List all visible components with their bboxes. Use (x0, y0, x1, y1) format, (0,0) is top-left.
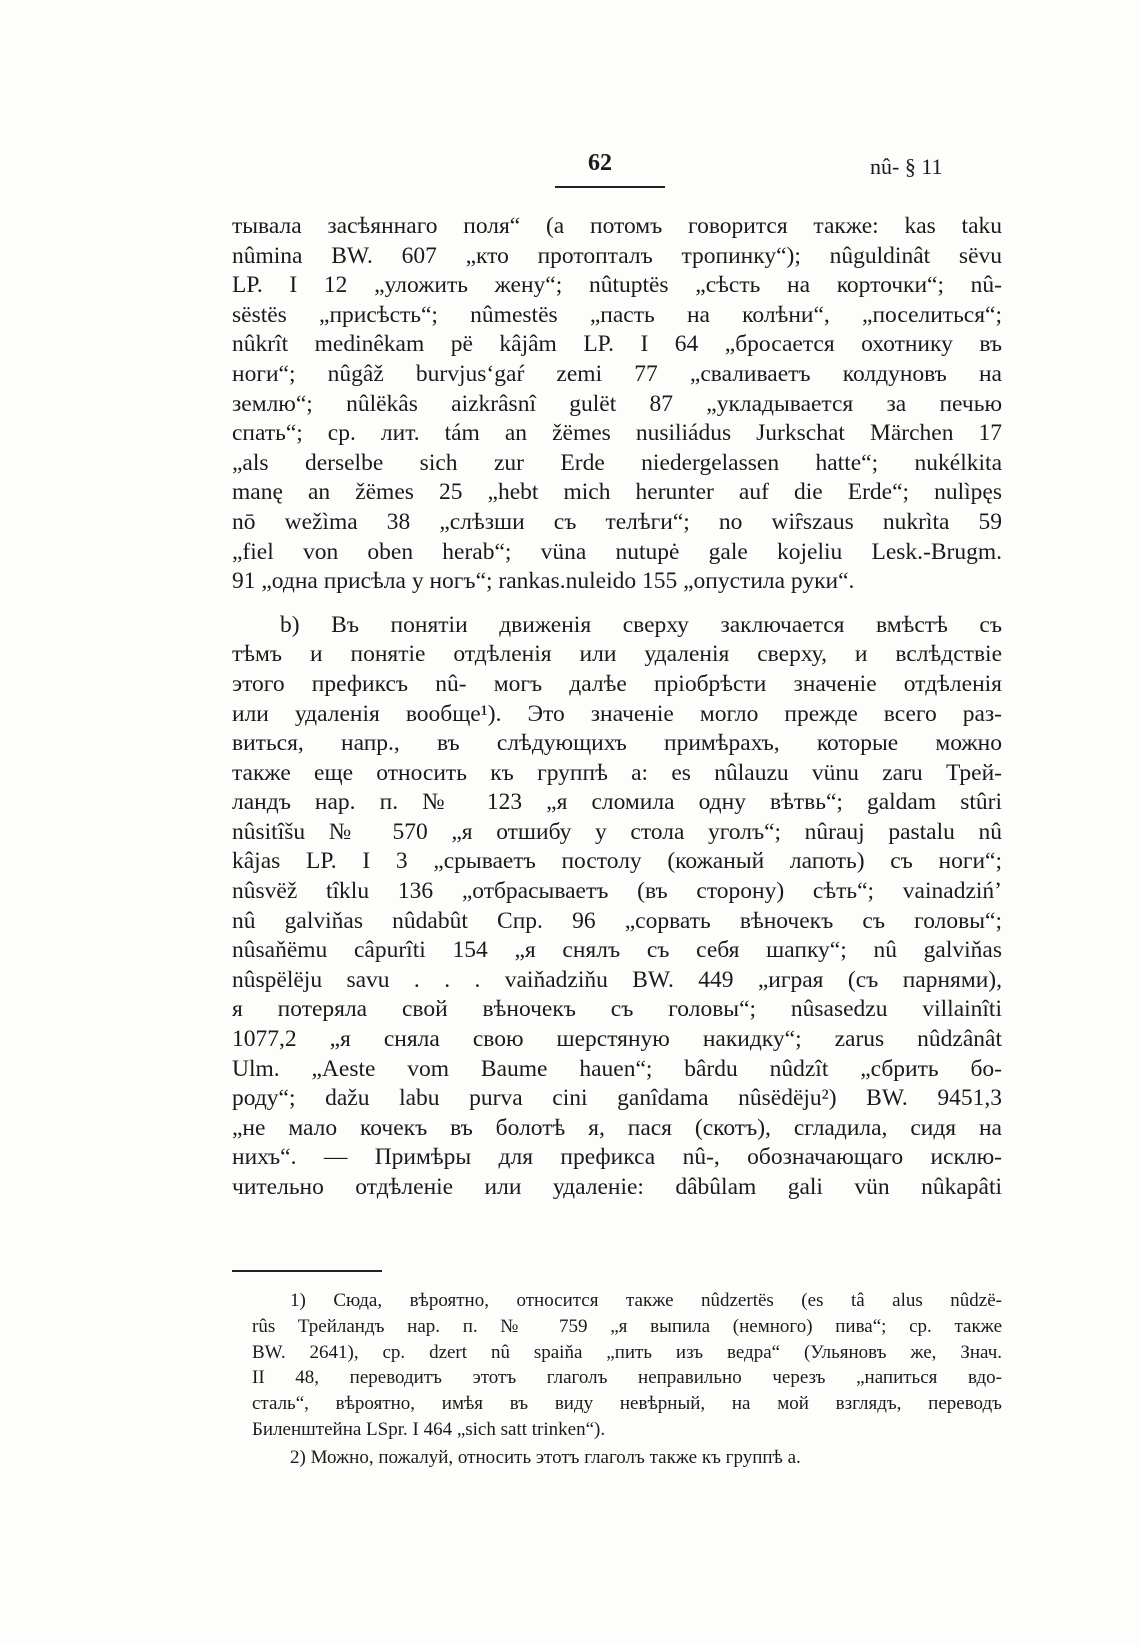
text-line: чительно отдѣленіе или удаленіе: dâbûlam gali vün nûkapâti (232, 1174, 1002, 1200)
text-line: kâjas LP. I 3 „срываетъ постолу (кожаный лапоть) съ ноги“; (232, 848, 1002, 875)
running-head: nû- § 11 (870, 154, 943, 179)
page-number-rule (555, 186, 665, 188)
text-line: тывала засѣяннаго поля“ (а потомъ говорится также: kas taku (232, 213, 1002, 239)
text-line: или удаленія вообще¹). Это значеніе могло прежде всего раз- (232, 700, 1002, 727)
footnote-rule (232, 1270, 382, 1272)
text-line: 91 „одна присѣла у ногъ“; rankas.nuleido 155 „опустила руки“. (232, 568, 855, 595)
text-line: nûkrît medinêkam pë kâjâm LP. I 64 „бросается охотнику въ (232, 331, 1002, 358)
text-line: Ulm. „Aeste vom Baume hauen“; bârdu nûdzît „сбрить бо- (232, 1055, 1002, 1082)
paragraph-2 (232, 611, 1002, 1203)
text-line: землю“; nûlëkâs aizkrâsnî gulët 87 „укладывается за печью (232, 390, 1002, 417)
text-line: nûmina BW. 607 „кто протопталъ тропинку“); nûguldinât sëvu (232, 242, 1002, 269)
footnote-line: II 48, переводитъ этотъ глаголъ неправильно черезъ „напиться вдо- (252, 1367, 1002, 1389)
footnote-line: Биленштейна LSpr. I 464 „sich satt trinken“). (252, 1418, 606, 1440)
text-line: 1077,2 „я сняла свою шерстяную накидку“; zarus nûdzânât (232, 1026, 1002, 1053)
footnote-line: rûs Трейландъ нар. п. № 759 „я выпила (немного) пива“; ср. также (252, 1315, 1002, 1337)
text-line: b) Въ понятіи движенія сверху заключается вмѣстѣ съ (280, 611, 1002, 638)
footnote-line: BW. 2641), ср. dzert nû spaiňa „пить изъ ведра“ (Ульяновъ же, Знач. (252, 1341, 1002, 1363)
text-line: этого префиксъ nû- могъ далѣе пріобрѣсти значеніе отдѣленія (232, 670, 1002, 697)
text-line: ландъ нар. п. № 123 „я сломила одну вѣтвь“; galdam stûri (232, 789, 1002, 816)
text-line: nō wežìma 38 „слѣзши съ телѣги“; no wiȓszaus nukrìta 59 (232, 508, 1002, 535)
text-line: роду“; dažu labu purva cini ganîdama nûsëdëju²) BW. 9451,3 (232, 1085, 1002, 1112)
text-line: виться, напр., въ слѣдующихъ примѣрахъ, которые можно (232, 730, 1002, 757)
text-line: также еще относить къ группѣ a: es nûlauzu vünu zaru Трей- (232, 759, 1002, 786)
text-line: „не мало кочекъ въ болотѣ я, пася (скотъ), сгладила, сидя на (232, 1114, 1002, 1141)
text-line: sëstës „присѣсть“; nûmestës „пасть на колѣни“, „поселиться“; (232, 301, 1002, 328)
text-line: manę an žëmes 25 „hebt mich herunter auf die Erde“; nulìpęs (232, 479, 1002, 506)
text-line: nûsvëž tîklu 136 „отбрасываетъ (въ сторону) сѣть“; vainadziń’ (232, 878, 1002, 905)
footnote-line: сталь“, вѣроятно, имѣя въ виду невѣрный, на мой взглядъ, переводъ (252, 1393, 1002, 1415)
text-line: nûsitîšu № 570 „я отшибу у стола уголъ“; nûrauj pastalu nû (232, 818, 1002, 845)
page-header (0, 150, 1140, 190)
footnote-1 (252, 1288, 1002, 1443)
text-line: nûsaňëmu câpurîti 154 „я снялъ съ себя шапку“; nû galviňas (232, 937, 1002, 964)
footnotes (252, 1288, 1002, 1471)
footnote-2 (252, 1445, 1002, 1471)
text-line: нихъ“. — Примѣры для префикса nû-, обозначающаго исклю- (232, 1144, 1002, 1171)
text-line: nûspëlëju savu . . . vaiňadziňu BW. 449 „играя (съ парнями), (232, 966, 1002, 993)
paragraph-gap (232, 597, 1002, 611)
footnote-line: 1) Сюда, вѣроятно, относится также nûdzertës (es tâ alus nûdzë- (290, 1290, 1002, 1311)
main-text (232, 212, 1002, 1203)
footnote-line: 2) Можно, пожалуй, относить этотъ глаголъ также къ группѣ a. (290, 1446, 801, 1468)
text-line: тѣмъ и понятіе отдѣленія или удаленія сверху, и вслѣдствіе (232, 641, 1002, 668)
text-line: спать“; ср. лит. tám an žëmes nusiliádus Jurkschat Märchen 17 (232, 420, 1002, 447)
page-number: 62 (588, 150, 612, 176)
text-line: ноги“; nûgâž burvjus‘gaŕ zemi 77 „сваливаетъ колдуновъ на (232, 360, 1002, 387)
text-line: „als derselbe sich zur Erde niedergelassen hatte“; nukélkita (232, 449, 1002, 476)
text-line: „fiel von oben herab“; vüna nutupė gale kojeliu Lesk.-Brugm. (232, 538, 1002, 565)
text-line: nû galviňas nûdabût Спр. 96 „сорвать вѣночекъ съ головы“; (232, 907, 1002, 934)
paragraph-1 (232, 212, 1002, 597)
text-line: я потеряла свой вѣночекъ съ головы“; nûsasedzu villainîti (232, 996, 1002, 1023)
text-line: LP. I 12 „уложить жену“; nûtuptës „сѣсть на корточки“; nû- (232, 272, 1002, 299)
